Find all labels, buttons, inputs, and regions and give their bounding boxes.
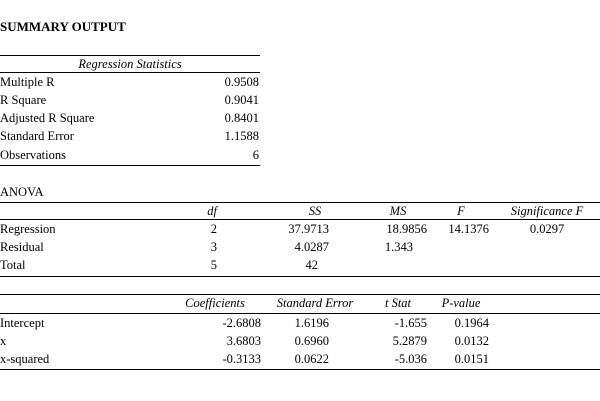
coef-tstat: -5.036 xyxy=(394,352,427,366)
anova-row-label: Regression xyxy=(0,222,56,236)
regstats-label: Adjusted R Square xyxy=(0,111,95,125)
regstats-value: 0.9508 xyxy=(224,75,259,89)
regstats-value: 1.1588 xyxy=(224,129,259,143)
coef-tstat: -1.655 xyxy=(394,316,427,330)
coef-pvalue: 0.1964 xyxy=(454,316,489,330)
coef-value: 3.6803 xyxy=(226,334,261,348)
coef-value: -0.3133 xyxy=(222,352,261,366)
coef-header-stderr: Standard Error xyxy=(276,296,354,310)
anova-ss: 37.9713 xyxy=(288,222,329,236)
coef-stderr: 0.6960 xyxy=(294,334,329,348)
anova-header-df: df xyxy=(207,204,217,218)
anova-df: 5 xyxy=(210,258,217,272)
anova-ss: 4.0287 xyxy=(294,240,329,254)
coef-header-pvalue: P-value xyxy=(441,296,481,310)
coef-stderr: 0.0622 xyxy=(294,352,329,366)
anova-bottom-rule xyxy=(0,276,600,277)
regstats-label: Standard Error xyxy=(0,129,74,143)
coef-row-label: Intercept xyxy=(0,316,45,330)
regstats-header-rule xyxy=(0,72,260,73)
regstats-label: Observations xyxy=(0,148,66,162)
coef-row-label: x-squared xyxy=(0,352,50,366)
summary-title: SUMMARY OUTPUT xyxy=(0,19,126,34)
anova-title: ANOVA xyxy=(0,185,44,199)
coef-pvalue: 0.0151 xyxy=(454,352,489,366)
coef-value: -2.6808 xyxy=(222,316,261,330)
anova-header-ms: MS xyxy=(389,204,407,218)
anova-df: 2 xyxy=(210,222,217,236)
regstats-header: Regression Statistics xyxy=(78,57,182,71)
anova-header-sigf: Significance F xyxy=(510,204,584,218)
anova-row-label: Total xyxy=(0,258,26,272)
anova-ms: 18.9856 xyxy=(386,222,427,236)
regstats-label: Multiple R xyxy=(0,75,55,89)
anova-ss: 42 xyxy=(305,258,318,272)
coef-pvalue: 0.0132 xyxy=(454,334,489,348)
anova-f: 14.1376 xyxy=(448,222,489,236)
anova-top-rule xyxy=(0,202,600,203)
coef-row-label: x xyxy=(0,334,7,348)
regstats-bottom-rule xyxy=(0,165,260,166)
regstats-value: 0.8401 xyxy=(224,111,259,125)
coef-header-rule xyxy=(0,313,600,314)
anova-header-f: F xyxy=(457,204,465,218)
regstats-label: R Square xyxy=(0,93,47,107)
regstats-value: 6 xyxy=(252,148,259,162)
anova-header-ss: SS xyxy=(308,204,322,218)
coef-tstat: 5.2879 xyxy=(392,334,427,348)
coef-bottom-rule xyxy=(0,369,600,370)
anova-ms: 1.343 xyxy=(384,240,413,254)
coef-header-coefficients: Coefficients xyxy=(185,296,245,310)
anova-row-label: Residual xyxy=(0,240,44,254)
coef-top-rule xyxy=(0,294,600,295)
regstats-value: 0.9041 xyxy=(224,93,259,107)
coef-stderr: 1.6196 xyxy=(294,316,329,330)
anova-df: 3 xyxy=(210,240,217,254)
coef-header-tstat: t Stat xyxy=(384,296,412,310)
anova-sigf: 0.0297 xyxy=(529,222,565,236)
regstats-top-rule xyxy=(0,55,260,56)
anova-header-rule xyxy=(0,219,600,220)
